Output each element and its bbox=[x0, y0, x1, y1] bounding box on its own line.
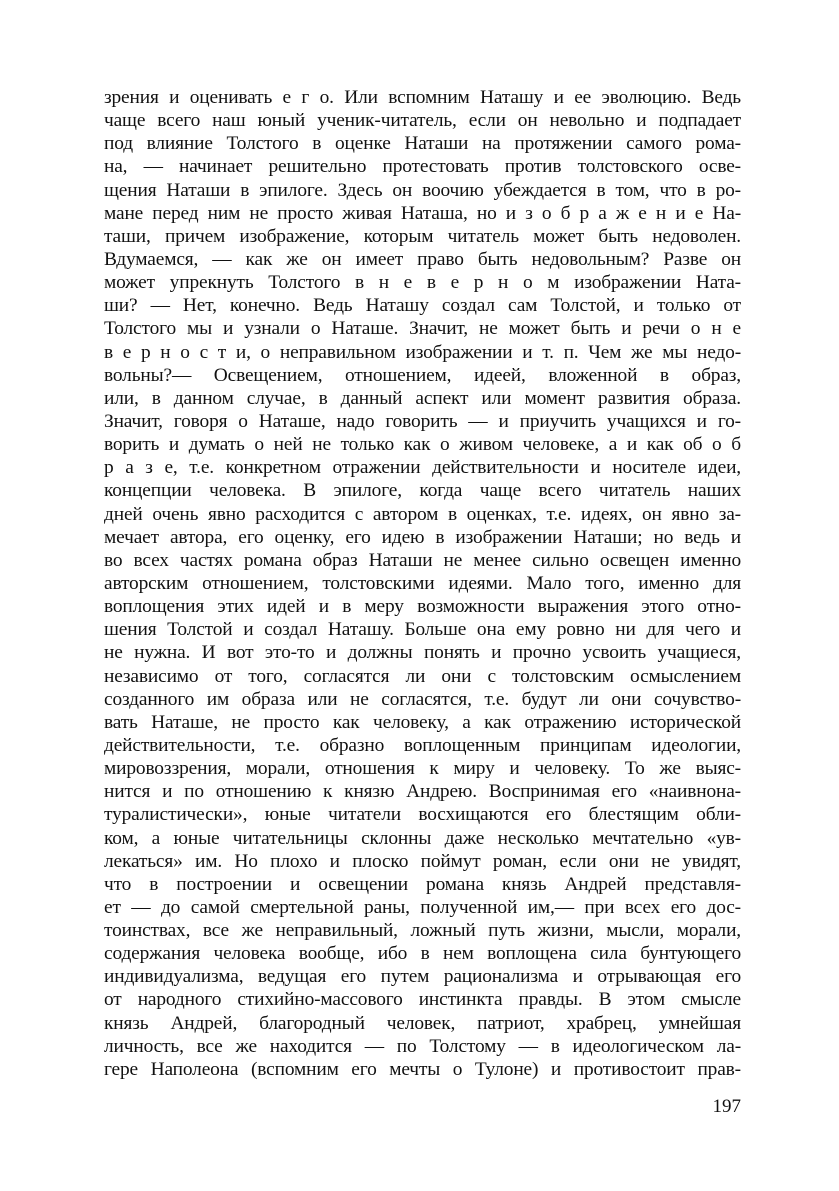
text-line: действительности, т.е. образно воплощенным принципам идеологии, bbox=[104, 734, 741, 756]
text-line: туралистически», юные читатели восхищаются его блестящим обли- bbox=[104, 804, 741, 826]
body-text bbox=[104, 86, 741, 1081]
text-line: ши? — Нет, конечно. Ведь Наташу создал сам Толстой, и только от bbox=[104, 295, 741, 317]
text-line: ворить и думать о ней не только как о живом человеке, а и как об о б bbox=[104, 434, 741, 456]
text-line: таши, причем изображение, которым читатель может быть недоволен. bbox=[104, 225, 741, 247]
text-line: что в построении и освещении романа князь Андрей представля- bbox=[104, 873, 741, 895]
text-line: или, в данном случае, в данный аспект или момент развития образа. bbox=[104, 387, 741, 409]
text-line: Толстого мы и узнали о Наташе. Значит, не может быть и речи о н е bbox=[104, 318, 741, 340]
text-line: воплощения этих идей и в меру возможности выражения этого отно- bbox=[104, 596, 741, 618]
text-line: нится и по отношению к князю Андрею. Воспринимая его «наивнона- bbox=[104, 781, 741, 803]
text-line: содержания человека вообще, ибо в нем воплощена сила бунтующего bbox=[104, 943, 741, 965]
text-line: р а з е, т.е. конкретном отражении действительности и носителе идеи, bbox=[104, 457, 741, 479]
text-line: гере Наполеона (вспомним его мечты о Тулоне) и противостоит прав- bbox=[104, 1058, 741, 1080]
text-line: зрения и оценивать е г о. Или вспомним Наташу и ее эволюцию. Ведь bbox=[104, 87, 741, 108]
text-line: вать Наташе, не просто как человеку, а как отражению исторической bbox=[104, 711, 741, 733]
text-line: на, — начинает решительно протестовать против толстовского осве- bbox=[104, 156, 741, 178]
text-line: мировоззрения, морали, отношения к миру и человеку. То же выяс- bbox=[104, 758, 741, 780]
text-line: созданного им образа или не согласятся, т.е. будут ли они сочувство- bbox=[104, 688, 741, 710]
text-line: не нужна. И вот это-то и должны понять и прочно усвоить учащиеся, bbox=[104, 642, 741, 664]
text-line: Значит, говоря о Наташе, надо говорить — и приучить учащихся и го- bbox=[104, 410, 741, 432]
text-line: вольны?— Освещением, отношением, идеей, вложенной в образ, bbox=[104, 364, 741, 386]
text-line: тоинствах, все же неправильный, ложный путь жизни, мысли, морали, bbox=[104, 920, 741, 942]
text-line: щения Наташи в эпилоге. Здесь он воочию убеждается в том, что в ро- bbox=[104, 179, 741, 201]
text-line: может упрекнуть Толстого в н е в е р н о м изображении Ната- bbox=[104, 272, 741, 294]
text-line: индивидуализма, ведущая его путем рационализма и отрывающая его bbox=[104, 966, 741, 988]
text-line: мечает автора, его оценку, его идею в изображении Наташи; но ведь и bbox=[104, 526, 741, 548]
text-line: в е р н о с т и, о неправильном изображении и т. п. Чем же мы недо- bbox=[104, 341, 741, 363]
text-line: дней очень явно расходится с автором в оценках, т.е. идеях, он явно за- bbox=[104, 503, 741, 525]
text-line: ет — до самой смертельной раны, полученной им,— при всех его дос- bbox=[104, 896, 741, 918]
text-line: Вдумаемся, — как же он имеет право быть недовольным? Разве он bbox=[104, 248, 741, 270]
text-line: князь Андрей, благородный человек, патриот, храбрец, умнейшая bbox=[104, 1012, 741, 1034]
page-number: 197 bbox=[712, 1096, 741, 1117]
text-line: под влияние Толстого в оценке Наташи на протяжении самого рома- bbox=[104, 133, 741, 155]
text-line: ком, а юные читательницы склонны даже несколько мечтательно «ув- bbox=[104, 827, 741, 849]
text-line: лекаться» им. Но плохо и плоско поймут роман, если они не увидят, bbox=[104, 850, 741, 872]
text-line: независимо от того, согласятся ли они с толстовским осмыслением bbox=[104, 665, 741, 687]
text-line: мане перед ним не просто живая Наташа, но и з о б р а ж е н и е На- bbox=[104, 202, 741, 224]
text-line: от народного стихийно-массового инстинкта правды. В этом смысле bbox=[104, 989, 741, 1011]
text-line: личность, все же находится — по Толстому — в идеологическом ла- bbox=[104, 1035, 741, 1057]
text-line: авторским отношением, толстовскими идеями. Мало того, именно для bbox=[104, 572, 741, 594]
text-line: во всех частях романа образ Наташи не менее сильно освещен именно bbox=[104, 549, 741, 571]
text-line: шения Толстой и создал Наташу. Больше она ему ровно ни для чего и bbox=[104, 619, 741, 641]
text-line: чаще всего наш юный ученик-читатель, если он невольно и подпадает bbox=[104, 110, 741, 132]
text-line: концепции человека. В эпилоге, когда чаще всего читатель наших bbox=[104, 480, 741, 502]
